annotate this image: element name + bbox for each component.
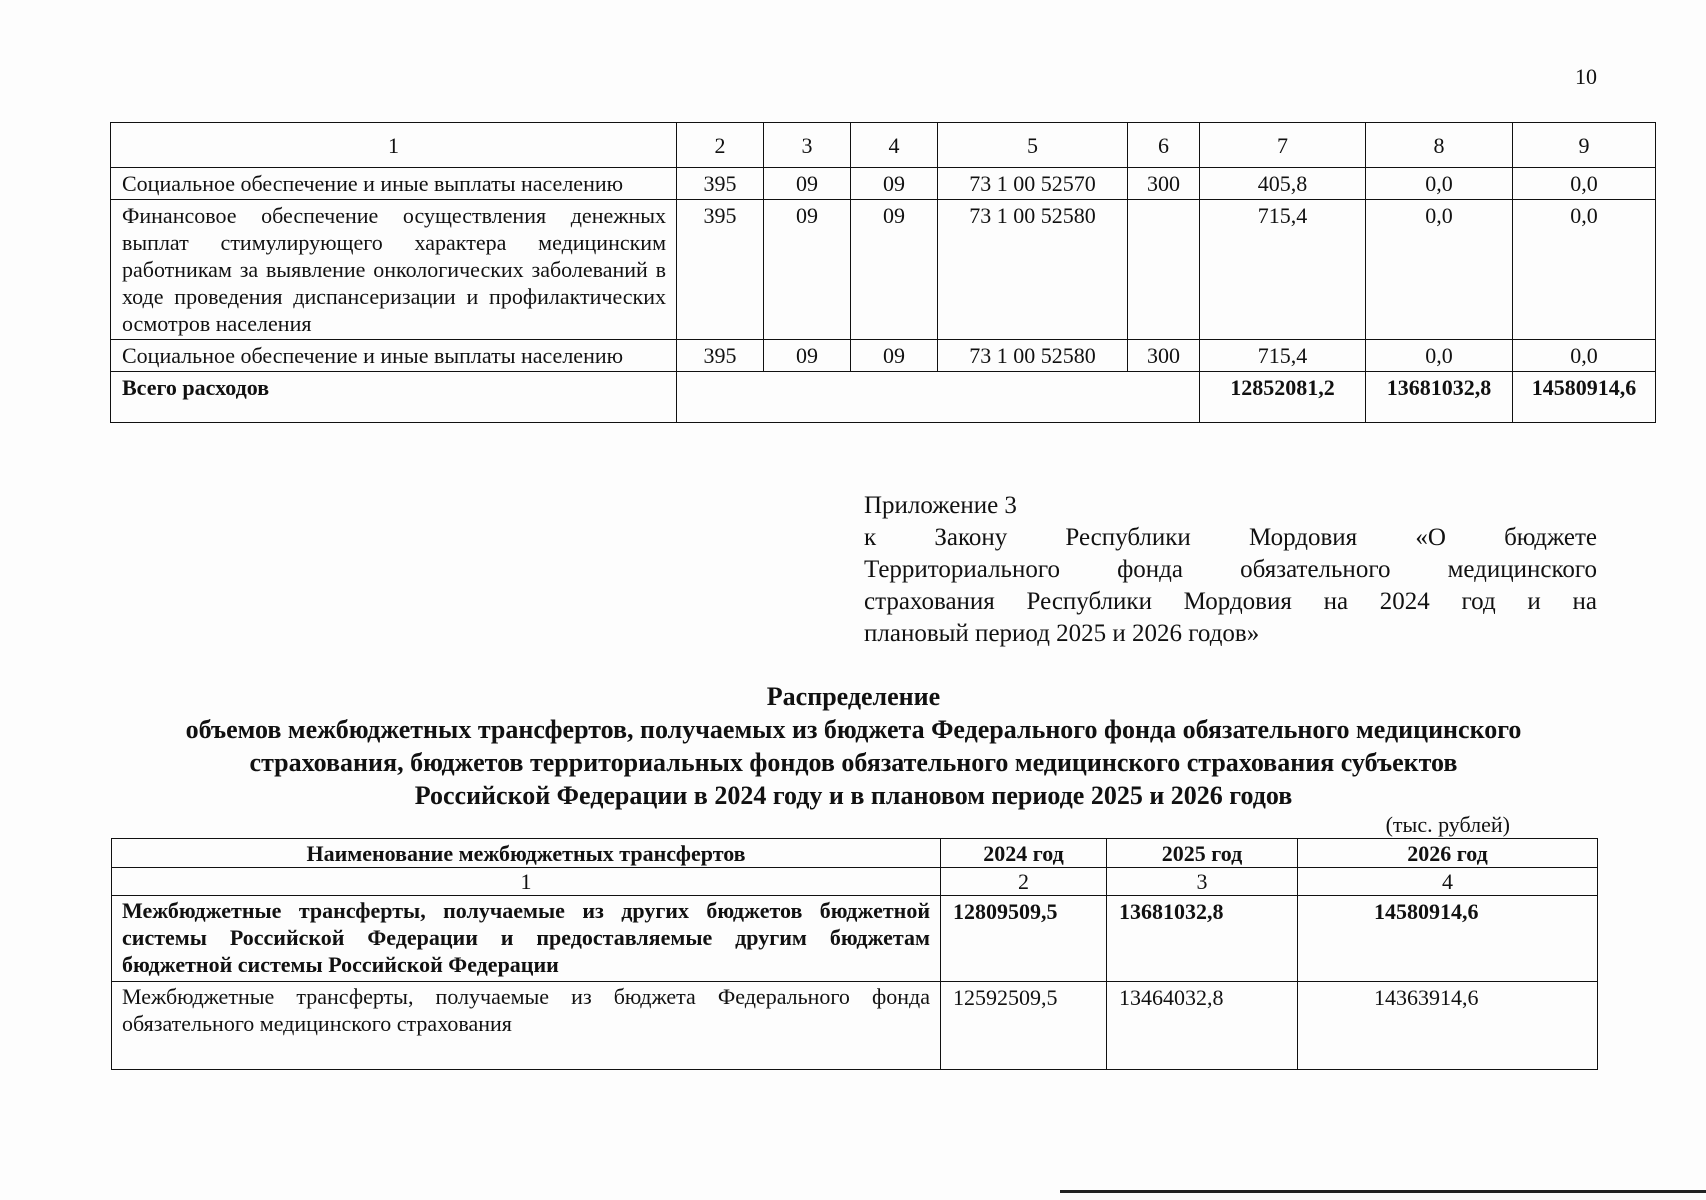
cell-gr: 395: [677, 340, 764, 372]
column-header: 2026 год: [1298, 839, 1598, 868]
header-cell: 4: [851, 123, 938, 168]
title-line: Российской Федерации в 2024 году и в плановом периоде 2025 и 2026 годов: [414, 781, 1293, 810]
amount-2026: 14363914,6: [1298, 982, 1598, 1070]
cell-csr: 73 1 00 52580: [938, 200, 1128, 340]
cell-csr: 73 1 00 52580: [938, 340, 1128, 372]
column-header: 2024 год: [941, 839, 1107, 868]
transfers-table: [111, 838, 1598, 1070]
row-name: Социальное обеспечение и иные выплаты населению: [111, 168, 677, 200]
budget-table-header: [111, 123, 1656, 168]
appendix-law-line: к Закону Республики Мордовия «О бюджете: [864, 524, 1597, 551]
table-row: [111, 200, 1656, 340]
cell-amount-2024: 405,8: [1200, 168, 1366, 200]
appendix-number: Приложение 3: [864, 492, 1017, 519]
row-name: Межбюджетные трансферты, получаемые из других бюджетов бюджетной системы Российской Федерации и предоставляемые другим бюджетам бюджетной системы Российской Федерации: [112, 896, 941, 982]
column-numbers-row: [112, 868, 1598, 896]
cell-amount-2026: 0,0: [1513, 168, 1656, 200]
row-name: Социальное обеспечение и иные выплаты населению: [111, 340, 677, 372]
table-row: [112, 896, 1598, 982]
header-cell: 9: [1513, 123, 1656, 168]
amount-2025: 13464032,8: [1107, 982, 1298, 1070]
table-row: [111, 340, 1656, 372]
title-line: Распределение: [766, 682, 941, 711]
cell-amount-2024: 715,4: [1200, 340, 1366, 372]
cell-amount-2026: 0,0: [1513, 340, 1656, 372]
total-empty-cell: [677, 372, 1200, 423]
cell-rz: 09: [764, 200, 851, 340]
cell-pr: 09: [851, 200, 938, 340]
cell-pr: 09: [851, 340, 938, 372]
cell-amount-2026: 0,0: [1513, 200, 1656, 340]
scan-edge-line: [1060, 1190, 1706, 1193]
appendix-note: [864, 490, 1597, 650]
header-cell: 5: [938, 123, 1128, 168]
table-row: [111, 168, 1656, 200]
header-cell: 3: [764, 123, 851, 168]
page-number: 10: [1575, 64, 1597, 89]
appendix-law-line: Территориального фонда обязательного медицинского: [864, 556, 1597, 583]
cell-vr: 300: [1128, 168, 1200, 200]
units-label: (тыс. рублей): [1385, 812, 1510, 837]
header-cell: 6: [1128, 123, 1200, 168]
header-cell: 7: [1200, 123, 1366, 168]
column-number: 3: [1107, 868, 1298, 896]
total-amount-2026: 14580914,6: [1513, 372, 1656, 423]
cell-amount-2025: 0,0: [1366, 200, 1513, 340]
amount-2026: 14580914,6: [1298, 896, 1598, 982]
amount-2025: 13681032,8: [1107, 896, 1298, 982]
cell-pr: 09: [851, 168, 938, 200]
cell-vr: 300: [1128, 340, 1200, 372]
cell-gr: 395: [677, 168, 764, 200]
cell-rz: 09: [764, 340, 851, 372]
appendix-law-line: плановый период 2025 и 2026 годов»: [864, 620, 1260, 647]
cell-amount-2025: 0,0: [1366, 340, 1513, 372]
title-line: объемов межбюджетных трансфертов, получаемых из бюджета Федерального фонда обязательного медицинского: [185, 715, 1522, 744]
document-title: [110, 680, 1597, 812]
cell-vr: [1128, 200, 1200, 340]
column-number: 4: [1298, 868, 1598, 896]
cell-gr: 395: [677, 200, 764, 340]
amount-2024: 12592509,5: [941, 982, 1107, 1070]
header-cell: 1: [111, 123, 677, 168]
total-amount-2025: 13681032,8: [1366, 372, 1513, 423]
row-name: Финансовое обеспечение осуществления денежных выплат стимулирующего характера медицинским работникам за выявление онкологических заболеваний в ходе проведения диспансеризации и профилактических осмотров населения: [111, 200, 677, 340]
amount-2024: 12809509,5: [941, 896, 1107, 982]
row-name: Межбюджетные трансферты, получаемые из бюджета Федерального фонда обязательного медицинского страхования: [112, 982, 941, 1070]
total-row: [111, 372, 1656, 423]
title-line: страхования, бюджетов территориальных фондов обязательного медицинского страхования субъектов: [249, 748, 1458, 777]
header-cell: 8: [1366, 123, 1513, 168]
transfers-table-header: [112, 839, 1598, 868]
cell-csr: 73 1 00 52570: [938, 168, 1128, 200]
header-cell: 2: [677, 123, 764, 168]
cell-amount-2024: 715,4: [1200, 200, 1366, 340]
total-amount-2024: 12852081,2: [1200, 372, 1366, 423]
budget-table: [110, 122, 1656, 423]
column-number: 1: [112, 868, 941, 896]
column-number: 2: [941, 868, 1107, 896]
column-header: Наименование межбюджетных трансфертов: [112, 839, 941, 868]
total-label: Всего расходов: [111, 372, 677, 423]
column-header: 2025 год: [1107, 839, 1298, 868]
table-row: [112, 982, 1598, 1070]
appendix-law-line: страхования Республики Мордовия на 2024 год и на: [864, 588, 1597, 615]
cell-rz: 09: [764, 168, 851, 200]
cell-amount-2025: 0,0: [1366, 168, 1513, 200]
